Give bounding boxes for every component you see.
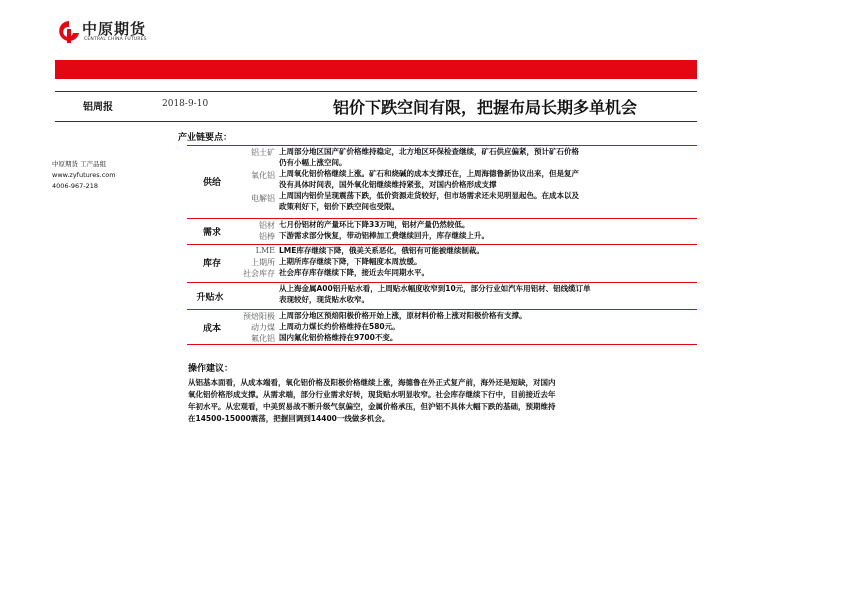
advice-body: 从铝基本面看，从成本端看，氧化铝价格及阳极价格继续上涨，海德鲁在外正式复产前，海外还是短缺，对国内 氧化铝价格形成支撑。从需求端，部分行业需求好转，现货贴水明显收窄。社会库存继续下行中，目前接近去年 年初水平。从宏观看，中美贸易战不断升级气氛偏空，金属价格承压，但沪铝不具体大幅下跌的基础，预期维持 在14500-15000震荡，把握回调到14400一线做多机会。	[188, 378, 556, 423]
table-row	[187, 282, 697, 307]
row-category: 需求	[202, 228, 221, 238]
row-text: 从上海金属A00铝升贴水看，上周贴水幅度收窄到10元，部分行业如汽车用铝材、铝线缆订单 表现较好，现货贴水收窄。	[279, 284, 591, 304]
row-sub: 社会库存	[243, 269, 275, 278]
logo-mark-icon	[58, 20, 80, 44]
divider-top	[55, 91, 697, 92]
sidebar-org: 中原期货 工产品组	[52, 160, 107, 168]
row-text: 七月份铝材的产量环比下降33万吨，铝材产量仍然较低。 下游需求部分恢复，带动铝棒加工费继续回升，库存继续上升。	[279, 220, 489, 240]
report-date: 2018-9-10	[162, 99, 209, 109]
row-text: 上周部分地区国产矿价格维持稳定，北方地区环保检查继续，矿石供应偏紧，预计矿石价格 仍有小幅上涨空间。 上周氧化铝价格继续上涨。矿石和烧碱的成本支撑还在，上周海德鲁新协议出来，但是复产 没有具体时间表，国外氧化铝继续维持紧张，对国内价格形成支撑 上周国内铝价呈现震荡下跌，低价资源走货较好，但市场需求还未见明显起色。在成本以及 政策利好下，铝价下跌空间也受限。	[279, 147, 579, 211]
report-type: 铝周报	[83, 102, 113, 113]
company-logo	[58, 18, 168, 48]
logo-text-cn: 中原期货	[82, 20, 147, 38]
table-row	[187, 309, 697, 345]
row-category: 成本	[202, 324, 221, 334]
row-sub: 氧化铝	[251, 171, 275, 180]
row-sub: 铝材	[259, 221, 275, 230]
logo-text-en: CENTRAL CHINA FUTURES	[84, 37, 147, 42]
table-row	[187, 218, 697, 243]
row-category: 升贴水	[196, 293, 224, 303]
advice-title: 操作建议：	[188, 364, 234, 374]
row-sub: 电解铝	[251, 194, 275, 203]
report-title: 铝价下跌空间有限，把握布局长期多单机会	[333, 98, 638, 117]
row-sub: 预焙阳极	[243, 312, 275, 321]
row-sub: 铝棒	[259, 232, 275, 241]
row-text: LME库存继续下降，俄美关系恶化，俄铝有可能被继续制裁。 上期所库存继续下降，下降幅度本周放缓。 社会库存库存继续下降，接近去年同期水平。	[279, 246, 484, 277]
table-row	[187, 145, 697, 217]
table-row	[187, 244, 697, 280]
sidebar-phone: 4006-967-218	[52, 182, 99, 190]
sidebar-contact	[52, 159, 116, 192]
row-sub: 氟化铝	[251, 334, 275, 343]
divider-bottom	[55, 121, 697, 122]
sidebar-site: www.zyfutures.com	[52, 171, 116, 179]
row-sub: 动力煤	[251, 323, 275, 332]
row-sub: LME	[255, 246, 275, 255]
row-text: 上周部分地区预焙阳极价格开始上涨，原材料价格上涨对阳极价格有支撑。 上周动力煤长约价格维持在580元。 国内氟化铝价格维持在9700不变。	[279, 311, 527, 342]
row-category: 供给	[202, 178, 221, 188]
section-title: 产业链要点：	[178, 133, 233, 143]
row-sub: 上期所	[251, 258, 275, 267]
row-sub: 铝土矿	[251, 148, 275, 157]
row-category: 库存	[202, 259, 221, 269]
header-band	[55, 60, 697, 79]
